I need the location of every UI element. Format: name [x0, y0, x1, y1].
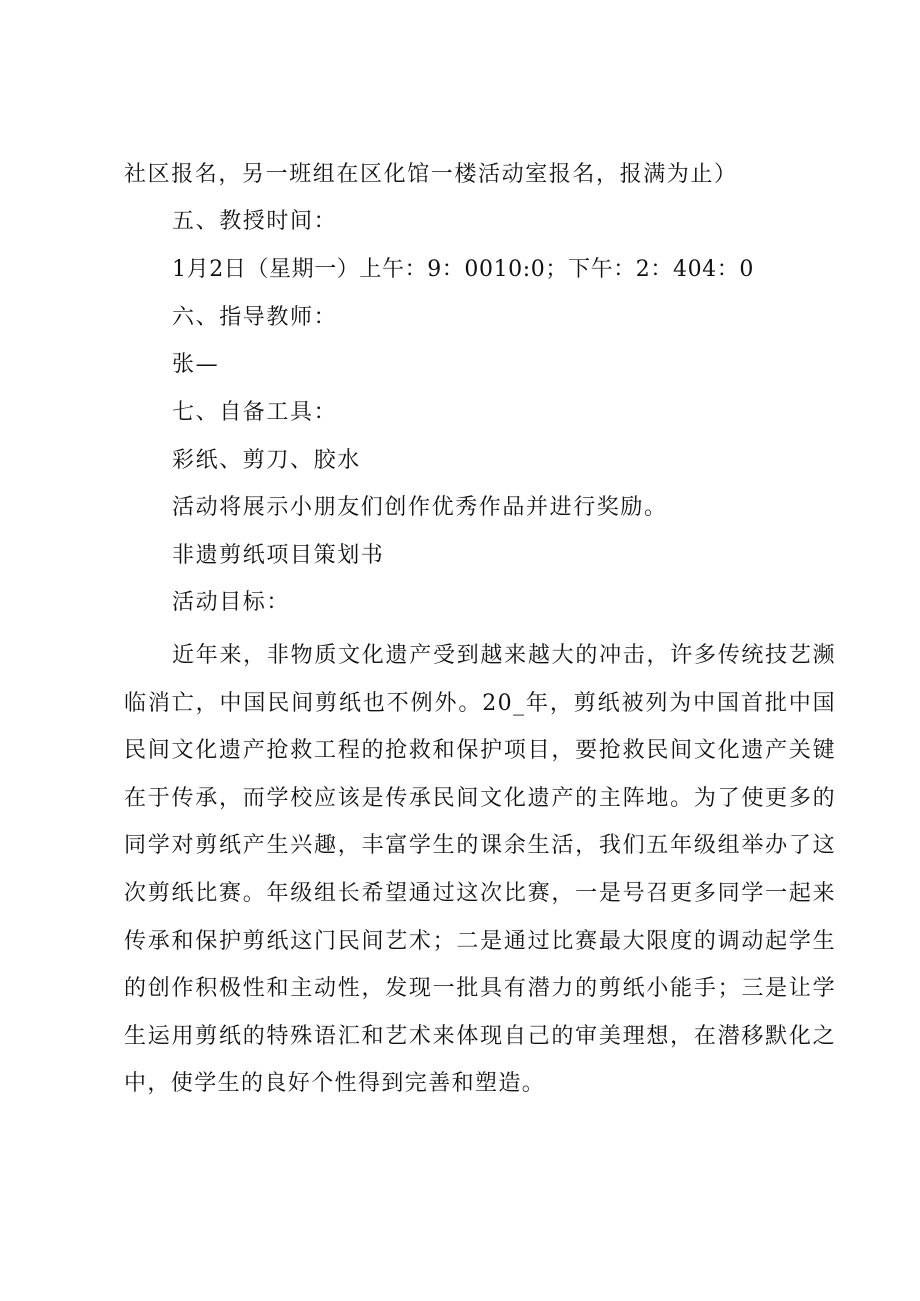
- heading-tools: 七、自备工具：: [172, 400, 338, 425]
- text-line-tools: 彩纸、剪刀、胶水: [172, 448, 361, 473]
- paragraph-activity-goals: 近年来，非物质文化遗产受到越来越大的冲击，许多传统技艺濒临消亡，中国民间剪纸也不例外。20_年，剪纸被列为中国首批中国民间文化遗产抢救工程的抢救和保护项目，要抢救民间文化遗产关键在于传承，而学校应该是传承民间文化遗产的主阵地。为了使更多的同学对剪纸产生兴趣，丰富学生的课余生活，我们五年级组举办了这次剪纸比赛。年级组长希望通过这次比赛，一是号召更多同学一起来传承和保护剪纸这门民间艺术；二是通过比赛最大限度的调动起学生的创作积极性和主动性，发现一批具有潜力的剪纸小能手；三是让学生运用剪纸的特殊语汇和艺术来体现自己的审美理想，在潜移默化之中，使学生的良好个性得到完善和塑造。: [124, 643, 836, 1097]
- heading-teaching-time: 五、教授时间：: [172, 209, 338, 234]
- text-line-schedule: 1月2日（星期一）上午：9：0010:0；下午：2：404：0: [172, 257, 754, 282]
- section-title: 非遗剪纸项目策划书: [172, 543, 385, 568]
- text-line-instructor-name: 张—: [172, 352, 220, 377]
- heading-activity-goals: 活动目标：: [172, 590, 291, 615]
- text-line-exhibition: 活动将展示小朋友们创作优秀作品并进行奖励。: [172, 495, 668, 520]
- text-line-registration: 社区报名，另一班组在区化馆一楼活动室报名，报满为止）: [124, 162, 738, 187]
- heading-instructor: 六、指导教师：: [172, 305, 338, 330]
